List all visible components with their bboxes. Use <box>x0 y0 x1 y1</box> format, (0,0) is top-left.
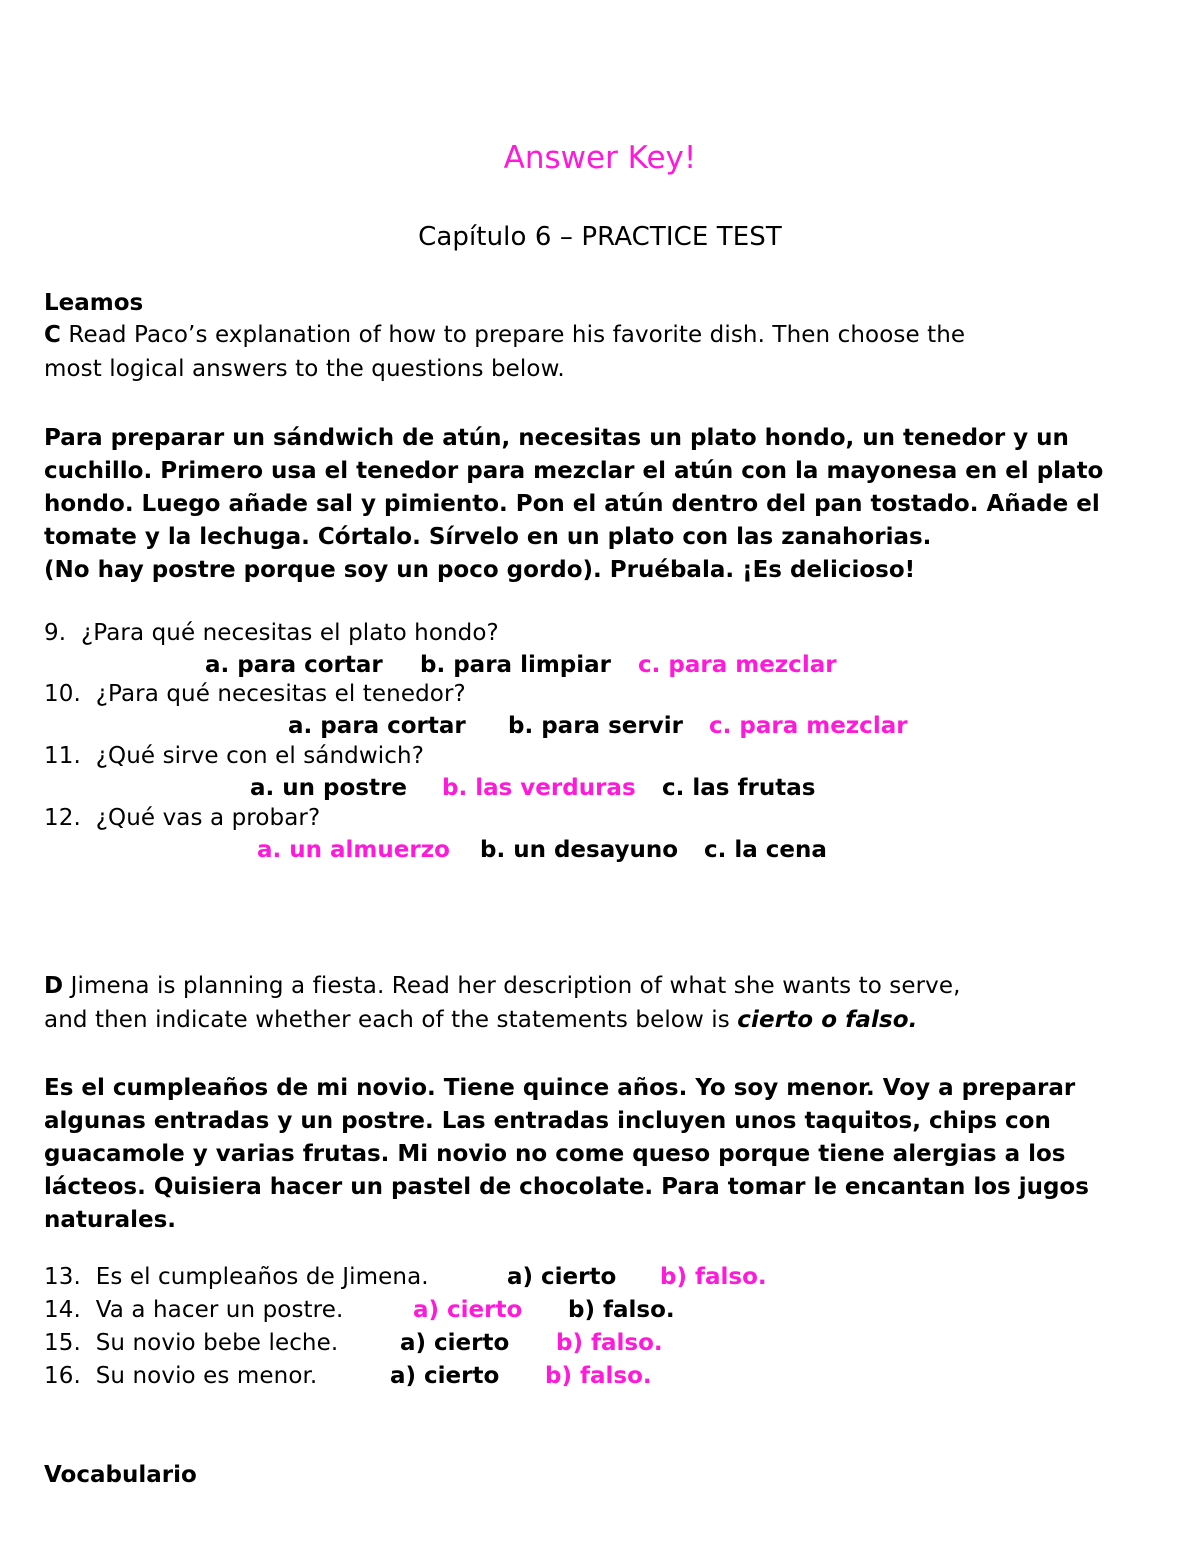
passage-line: naturales. <box>44 1207 177 1233</box>
section-d-passage <box>44 1072 1164 1237</box>
q9-option-b: b. para limpiar <box>420 652 612 678</box>
statement-number: 13. <box>44 1264 81 1290</box>
statement-text: Es el cumpleaños de Jimena. <box>95 1264 429 1290</box>
passage-line: Para preparar un sándwich de atún, necesitas un plato hondo, un tenedor y un <box>44 425 1069 451</box>
section-c-instructions <box>44 322 965 348</box>
s15-option-a: a) cierto <box>400 1330 510 1356</box>
passage-line: cuchillo. Primero usa el tenedor para mezclar el atún con la mayonesa en el plato <box>44 458 1104 484</box>
section-heading-vocabulario: Vocabulario <box>44 1462 197 1488</box>
passage-line: Es el cumpleaños de mi novio. Tiene quince años. Yo soy menor. Voy a preparar <box>44 1075 1076 1101</box>
s13-option-a: a) cierto <box>507 1264 617 1290</box>
instructions-text: and then indicate whether each of the statements below is <box>44 1007 730 1033</box>
section-letter-d: D <box>44 973 64 999</box>
q12-option-a-answer: a. un almuerzo <box>257 837 450 863</box>
s16-option-b-answer: b) falso. <box>545 1363 652 1389</box>
section-heading-leamos: Leamos <box>44 290 144 316</box>
question-number: 9. <box>44 620 67 646</box>
q10-option-a: a. para cortar <box>288 713 466 739</box>
statement-text: Va a hacer un postre. <box>95 1297 344 1323</box>
question-number: 12. <box>44 805 81 831</box>
question-12 <box>44 805 320 831</box>
question-text: ¿Qué sirve con el sándwich? <box>95 743 425 769</box>
q12-option-c: c. la cena <box>704 837 827 863</box>
statement-text: Su novio es menor. <box>95 1363 318 1389</box>
passage-line: hondo. Luego añade sal y pimiento. Pon el atún dentro del pan tostado. Añade el <box>44 491 1100 517</box>
statement-13 <box>44 1264 429 1290</box>
passage-line: tomate y la lechuga. Córtalo. Sírvelo en un plato con las zanahorias. <box>44 524 932 550</box>
section-letter-c: C <box>44 322 61 348</box>
statement-15 <box>44 1330 338 1356</box>
statement-number: 16. <box>44 1363 81 1389</box>
q11-option-a: a. un postre <box>250 775 407 801</box>
statement-14 <box>44 1297 343 1323</box>
statement-number: 15. <box>44 1330 81 1356</box>
page-title: Capítulo 6 – PRACTICE TEST <box>418 222 782 252</box>
q9-option-a: a. para cortar <box>205 652 383 678</box>
passage-line: lácteos. Quisiera hacer un pastel de chocolate. Para tomar le encantan los jugos <box>44 1174 1089 1200</box>
statement-number: 14. <box>44 1297 81 1323</box>
question-text: ¿Para qué necesitas el tenedor? <box>95 681 466 707</box>
question-text: ¿Qué vas a probar? <box>95 805 321 831</box>
question-11 <box>44 743 424 769</box>
s14-option-b: b) falso. <box>568 1297 675 1323</box>
section-c-instructions-line2: most logical answers to the questions below. <box>44 356 565 382</box>
q10-option-c-answer: c. para mezclar <box>709 713 908 739</box>
s15-option-b-answer: b) falso. <box>556 1330 663 1356</box>
question-10 <box>44 681 466 707</box>
s13-option-b-answer: b) falso. <box>660 1264 767 1290</box>
s16-option-a: a) cierto <box>390 1363 500 1389</box>
section-d-instructions-line1: Jimena is planning a fiesta. Read her description of what she wants to serve, <box>70 973 961 999</box>
q12-option-b: b. un desayuno <box>480 837 679 863</box>
s14-option-a-answer: a) cierto <box>413 1297 523 1323</box>
question-text: ¿Para qué necesitas el plato hondo? <box>80 620 499 646</box>
answer-key-heading: Answer Key! <box>503 140 697 176</box>
section-d-instructions-line2 <box>44 1007 918 1033</box>
cierto-o-falso-emphasis: cierto o falso. <box>737 1007 918 1033</box>
section-c-passage <box>44 422 1164 587</box>
statement-text: Su novio bebe leche. <box>95 1330 339 1356</box>
q11-option-b-answer: b. las verduras <box>442 775 636 801</box>
question-number: 11. <box>44 743 81 769</box>
passage-line: algunas entradas y un postre. Las entradas incluyen unos taquitos, chips con <box>44 1108 1051 1134</box>
q11-option-c: c. las frutas <box>662 775 816 801</box>
section-c-instructions-line1: Read Paco’s explanation of how to prepare his favorite dish. Then choose the <box>68 322 966 348</box>
question-number: 10. <box>44 681 81 707</box>
q10-option-b: b. para servir <box>508 713 683 739</box>
statement-16 <box>44 1363 317 1389</box>
passage-line: guacamole y varias frutas. Mi novio no come queso porque tiene alergias a los <box>44 1141 1066 1167</box>
question-9 <box>44 620 499 646</box>
section-d-instructions <box>44 973 961 999</box>
q9-option-c-answer: c. para mezclar <box>638 652 837 678</box>
passage-line: (No hay postre porque soy un poco gordo). Pruébala. ¡Es delicioso! <box>44 557 916 583</box>
